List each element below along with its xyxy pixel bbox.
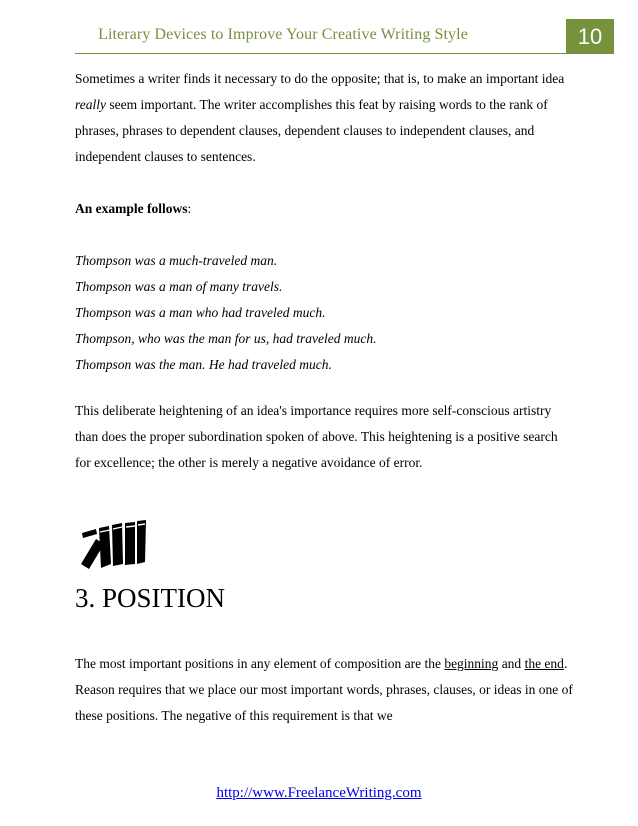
paragraph-heightening: This deliberate heightening of an idea's importance requires more self-conscious artistry than does the proper subordination spoken of above. This heightening is a positive search for excellence; the other is merely a negative avoidance of error. [75,403,558,470]
emphasis-text: really [75,97,106,112]
footer-website-link[interactable]: http://www.FreelanceWriting.com [216,785,422,801]
paragraph-text: seem important. The writer accomplishes this feat by raising words to the rank of phrases, phrases to dependent clauses, dependent clauses to independent clauses, and independent clauses to sentences. [75,97,548,164]
section-heading: 3. POSITION [75,583,226,613]
example-sentence: Thompson was a much-traveled man. [75,253,278,268]
example-list [75,248,575,378]
books-icon [80,520,146,570]
paragraph-text: The most important positions in any element of composition are the [75,656,445,671]
paragraph-text: and [498,656,525,671]
the-end-link[interactable]: the end [524,656,564,671]
paragraph-text: Sometimes a writer finds it necessary to do the opposite; that is, to make an important idea [75,71,565,86]
page-number-badge: 10 [566,19,614,54]
example-sentence: Thompson was a man who had traveled much. [75,305,326,320]
paragraph-opposite-emphasis [75,66,575,170]
example-label [75,196,575,222]
paragraph-position [75,651,575,729]
example-label-colon: : [187,201,192,216]
example-sentence: Thompson was the man. He had traveled much. [75,357,332,372]
header-title: Literary Devices to Improve Your Creative Writing Style [98,26,468,43]
paragraph-text: . Reason requires that we place our most important words, phrases, clauses, or ideas in one of these positions. The negative of this requirement is that we [75,656,573,723]
example-label-bold: An example follows [75,201,188,216]
beginning-link[interactable]: beginning [444,656,499,671]
example-sentence: Thompson, who was the man for us, had traveled much. [75,331,377,346]
example-sentence: Thompson was a man of many travels. [75,279,283,294]
header-divider [75,53,566,54]
